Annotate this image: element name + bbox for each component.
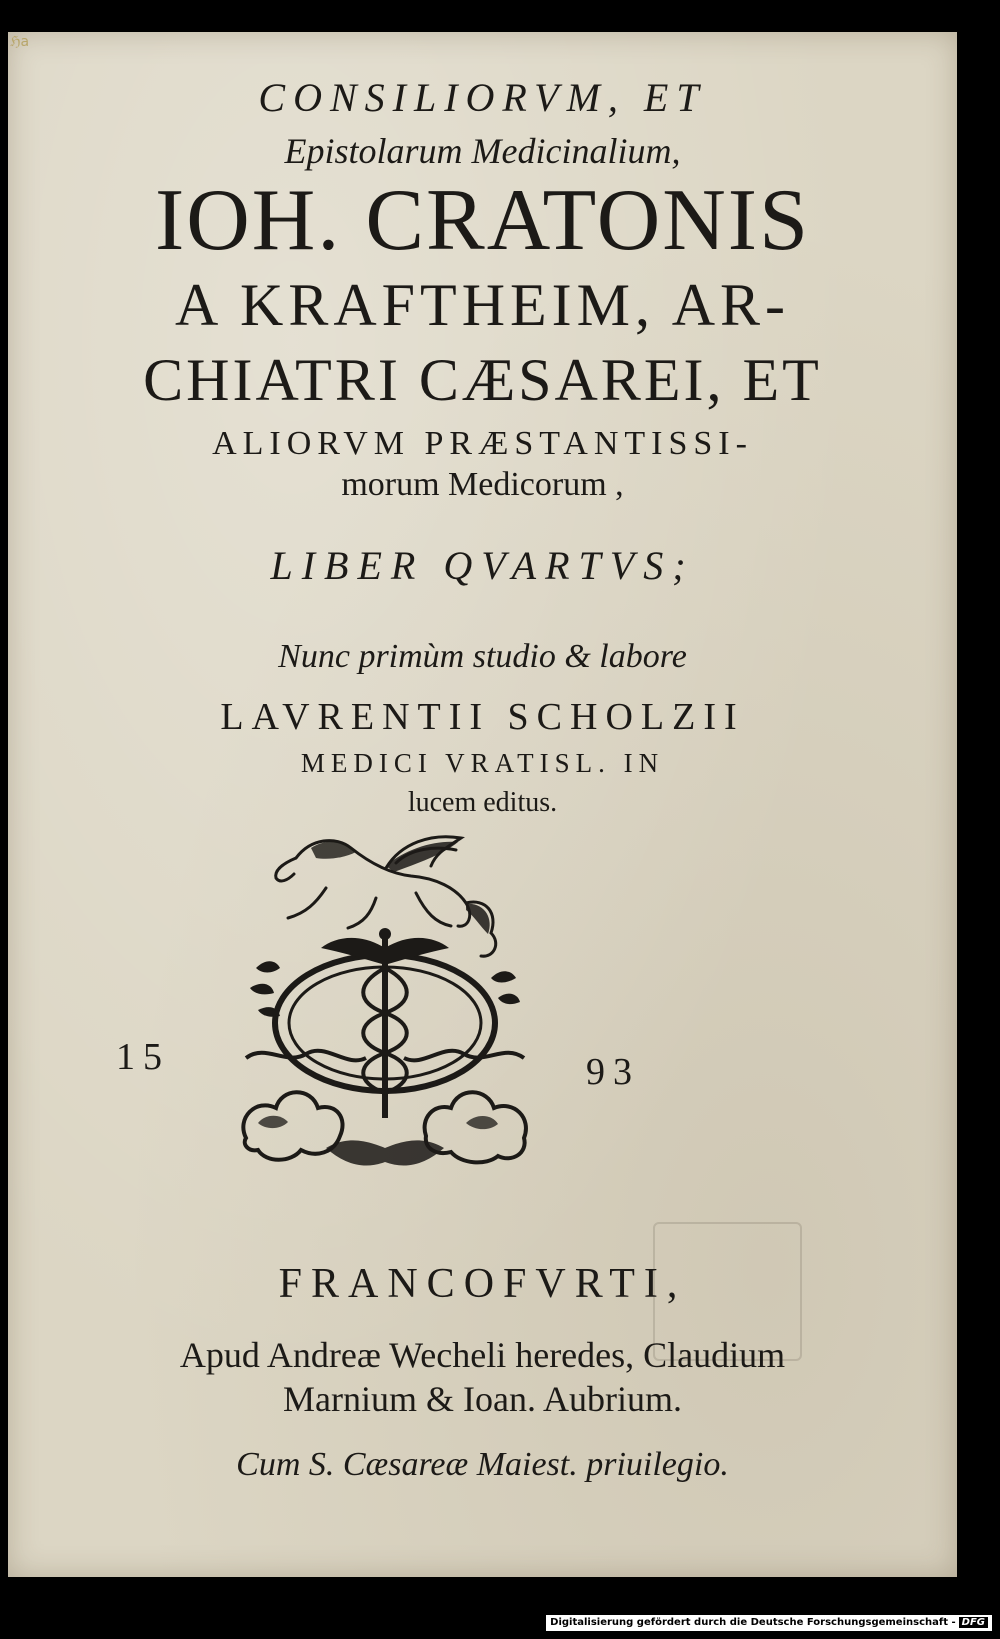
funding-credit-text: Digitalisierung gefördert durch die Deutsche Forschungsgemeinschaft - xyxy=(550,1617,956,1628)
privilege-line: Cum S. Cæsareæ Maiest. priuilegio. xyxy=(236,1446,729,1483)
imprint-place: FRANCOFVRTI, xyxy=(278,1261,687,1307)
year-right: 93 xyxy=(586,1051,640,1093)
funding-credit xyxy=(546,1615,992,1631)
title-line-epistolarum: Epistolarum Medicinalium, xyxy=(284,131,681,171)
author-line-kraftheim: A KRAFTHEIM, AR- xyxy=(174,272,791,338)
imprint-publisher-cont: Marnium & Ioan. Aubrium. xyxy=(283,1379,682,1419)
imprint-publisher: Apud Andreæ Wecheli heredes, Claudium xyxy=(179,1335,786,1375)
author-line-archiatri: CHIATRI CÆSAREI, ET xyxy=(143,347,822,413)
volume-label: LIBER QVARTVS; xyxy=(270,543,695,588)
author-name: IOH. CRATONIS xyxy=(154,172,811,269)
title-line-aliorum: ALIORVM PRÆSTANTISSI- xyxy=(212,425,753,462)
pegasus-caduceus-clasped-hands-icon xyxy=(236,818,534,1208)
title-line-medicorum: morum Medicorum , xyxy=(341,466,624,503)
editor-title: MEDICI VRATISL. IN xyxy=(300,748,665,778)
editor-intro: Nunc primùm studio & labore xyxy=(278,638,687,675)
editor-name: LAVRENTII SCHOLZII xyxy=(220,696,745,738)
title-page xyxy=(8,32,957,1577)
library-mark: ℌa xyxy=(10,34,30,50)
year-left: 15 xyxy=(116,1036,170,1078)
title-line-consiliorum: CONSILIORVM, ET xyxy=(258,75,707,120)
dfg-logo: DFG xyxy=(959,1617,988,1628)
editor-closing: lucem editus. xyxy=(407,787,558,818)
